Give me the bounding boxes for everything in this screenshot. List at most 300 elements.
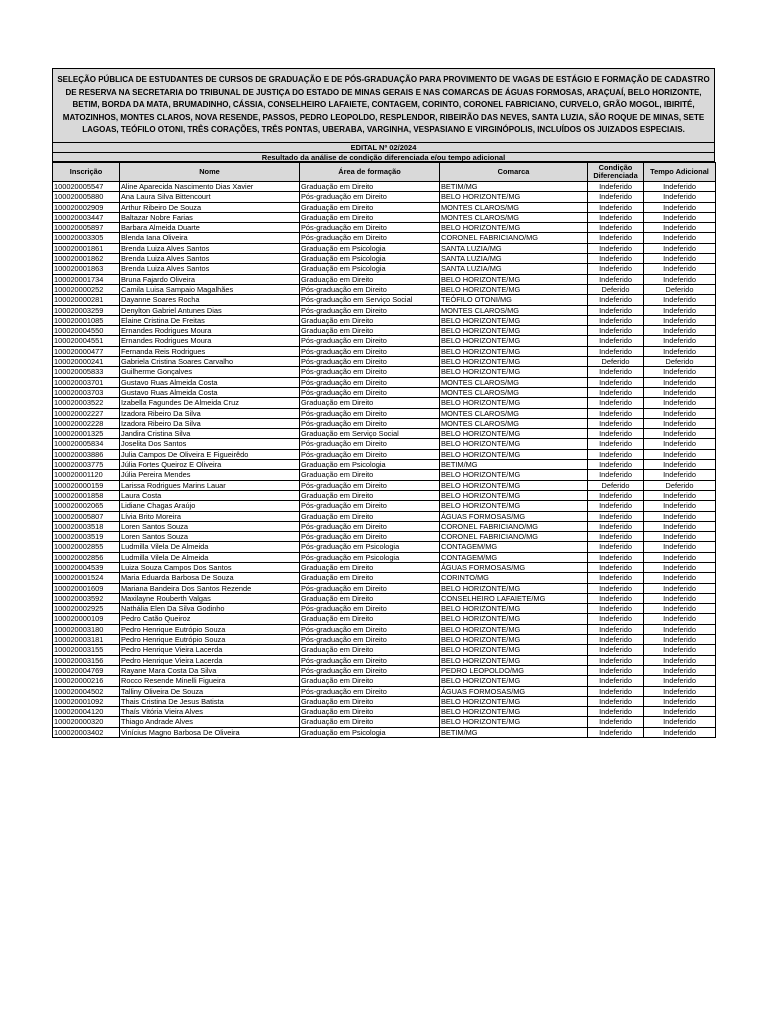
cell-condicao: Indeferido	[588, 377, 644, 387]
cell-inscricao: 100020000109	[53, 614, 120, 624]
cell-nome: Lidiane Chagas Araújo	[120, 501, 300, 511]
cell-area: Graduação em Psicologia	[300, 254, 440, 264]
cell-inscricao: 100020003180	[53, 624, 120, 634]
cell-condicao: Indeferido	[588, 429, 644, 439]
cell-tempo: Indeferido	[644, 511, 716, 521]
cell-inscricao: 100020003155	[53, 645, 120, 655]
cell-tempo: Deferido	[644, 284, 716, 294]
cell-inscricao: 100020002925	[53, 604, 120, 614]
cell-inscricao: 100020003181	[53, 635, 120, 645]
cell-inscricao: 100020000281	[53, 295, 120, 305]
cell-comarca: MONTES CLAROS/MG	[440, 305, 588, 315]
cell-tempo: Indeferido	[644, 635, 716, 645]
cell-comarca: BELO HORIZONTE/MG	[440, 676, 588, 686]
cell-nome: Ana Laura Silva Bittencourt	[120, 192, 300, 202]
cell-condicao: Indeferido	[588, 212, 644, 222]
cell-comarca: BELO HORIZONTE/MG	[440, 645, 588, 655]
cell-comarca: BELO HORIZONTE/MG	[440, 429, 588, 439]
results-table	[52, 162, 716, 738]
cell-comarca: BELO HORIZONTE/MG	[440, 583, 588, 593]
table-row	[53, 254, 716, 264]
table-row	[53, 377, 716, 387]
cell-area: Graduação em Direito	[300, 573, 440, 583]
cell-comarca: MONTES CLAROS/MG	[440, 418, 588, 428]
table-row	[53, 202, 716, 212]
cell-condicao: Indeferido	[588, 398, 644, 408]
cell-area: Pós-graduação em Direito	[300, 501, 440, 511]
cell-comarca: MONTES CLAROS/MG	[440, 202, 588, 212]
cell-area: Pós-graduação em Direito	[300, 223, 440, 233]
cell-condicao: Indeferido	[588, 501, 644, 511]
table-row	[53, 635, 716, 645]
cell-nome: Brenda Luiza Alves Santos	[120, 254, 300, 264]
table-row	[53, 264, 716, 274]
cell-nome: Júlia Fortes Queiroz E Oliveira	[120, 460, 300, 470]
cell-comarca: BELO HORIZONTE/MG	[440, 707, 588, 717]
cell-nome: Baltazar Nobre Farias	[120, 212, 300, 222]
table-row	[53, 326, 716, 336]
cell-area: Graduação em Direito	[300, 645, 440, 655]
cell-tempo: Indeferido	[644, 192, 716, 202]
cell-inscricao: 100020003775	[53, 460, 120, 470]
cell-comarca: BELO HORIZONTE/MG	[440, 614, 588, 624]
cell-inscricao: 100020005897	[53, 223, 120, 233]
table-row	[53, 470, 716, 480]
cell-nome: Lívia Brito Moreira	[120, 511, 300, 521]
cell-area: Graduação em Direito	[300, 212, 440, 222]
cell-tempo: Indeferido	[644, 243, 716, 253]
cell-area: Graduação em Psicologia	[300, 460, 440, 470]
cell-inscricao: 100020001325	[53, 429, 120, 439]
table-row	[53, 439, 716, 449]
cell-condicao: Indeferido	[588, 614, 644, 624]
cell-nome: Ernandes Rodrigues Moura	[120, 326, 300, 336]
cell-comarca: BELO HORIZONTE/MG	[440, 490, 588, 500]
cell-comarca: BETIM/MG	[440, 727, 588, 737]
table-row	[53, 357, 716, 367]
cell-condicao: Indeferido	[588, 552, 644, 562]
cell-area: Pós-graduação em Psicologia	[300, 552, 440, 562]
cell-nome: Gustavo Ruas Almeida Costa	[120, 387, 300, 397]
cell-area: Graduação em Direito	[300, 593, 440, 603]
cell-tempo: Indeferido	[644, 501, 716, 511]
cell-condicao: Indeferido	[588, 593, 644, 603]
table-row	[53, 490, 716, 500]
cell-area: Pós-graduação em Serviço Social	[300, 295, 440, 305]
column-header-condicao: Condição Diferenciada	[588, 163, 644, 182]
cell-comarca: BELO HORIZONTE/MG	[440, 398, 588, 408]
cell-tempo: Indeferido	[644, 676, 716, 686]
cell-inscricao: 100020003447	[53, 212, 120, 222]
cell-condicao: Deferido	[588, 480, 644, 490]
cell-condicao: Deferido	[588, 357, 644, 367]
cell-nome: Loren Santos Souza	[120, 532, 300, 542]
cell-nome: Bruna Fajardo Oliveira	[120, 274, 300, 284]
cell-area: Pós-graduação em Direito	[300, 624, 440, 634]
cell-inscricao: 100020001861	[53, 243, 120, 253]
cell-nome: Rayane Mara Costa Da Silva	[120, 665, 300, 675]
cell-inscricao: 100020000252	[53, 284, 120, 294]
cell-inscricao: 100020001862	[53, 254, 120, 264]
table-row	[53, 182, 716, 192]
table-row	[53, 408, 716, 418]
cell-inscricao: 100020000320	[53, 717, 120, 727]
cell-nome: Talliny Oliveira De Souza	[120, 686, 300, 696]
cell-condicao: Indeferido	[588, 470, 644, 480]
cell-tempo: Indeferido	[644, 346, 716, 356]
cell-area: Graduação em Direito	[300, 490, 440, 500]
cell-condicao: Indeferido	[588, 707, 644, 717]
cell-nome: Thais Cristina De Jesus Batista	[120, 696, 300, 706]
cell-area: Pós-graduação em Direito	[300, 449, 440, 459]
cell-inscricao: 100020005807	[53, 511, 120, 521]
cell-area: Graduação em Direito	[300, 676, 440, 686]
cell-tempo: Indeferido	[644, 212, 716, 222]
cell-inscricao: 100020002227	[53, 408, 120, 418]
cell-comarca: BELO HORIZONTE/MG	[440, 655, 588, 665]
cell-tempo: Indeferido	[644, 655, 716, 665]
table-row	[53, 583, 716, 593]
cell-inscricao: 100020002855	[53, 542, 120, 552]
cell-tempo: Indeferido	[644, 274, 716, 284]
table-row	[53, 460, 716, 470]
cell-comarca: BELO HORIZONTE/MG	[440, 192, 588, 202]
cell-nome: Vinícius Magno Barbosa De Oliveira	[120, 727, 300, 737]
cell-condicao: Indeferido	[588, 243, 644, 253]
cell-tempo: Indeferido	[644, 429, 716, 439]
cell-area: Graduação em Direito	[300, 696, 440, 706]
cell-inscricao: 100020005834	[53, 439, 120, 449]
cell-comarca: CORINTO/MG	[440, 573, 588, 583]
table-row	[53, 645, 716, 655]
cell-comarca: BELO HORIZONTE/MG	[440, 439, 588, 449]
cell-condicao: Indeferido	[588, 274, 644, 284]
cell-condicao: Indeferido	[588, 182, 644, 192]
cell-comarca: BELO HORIZONTE/MG	[440, 326, 588, 336]
cell-tempo: Indeferido	[644, 593, 716, 603]
cell-comarca: BELO HORIZONTE/MG	[440, 717, 588, 727]
edital-number: EDITAL Nº 02/2024	[52, 143, 715, 153]
cell-comarca: BELO HORIZONTE/MG	[440, 470, 588, 480]
cell-area: Graduação em Direito	[300, 182, 440, 192]
cell-tempo: Deferido	[644, 357, 716, 367]
cell-comarca: MONTES CLAROS/MG	[440, 212, 588, 222]
cell-condicao: Indeferido	[588, 604, 644, 614]
cell-condicao: Indeferido	[588, 573, 644, 583]
cell-condicao: Indeferido	[588, 542, 644, 552]
cell-tempo: Indeferido	[644, 460, 716, 470]
cell-tempo: Indeferido	[644, 418, 716, 428]
cell-comarca: BELO HORIZONTE/MG	[440, 274, 588, 284]
table-row	[53, 274, 716, 284]
table-header-row	[53, 163, 716, 182]
cell-tempo: Indeferido	[644, 470, 716, 480]
cell-tempo: Indeferido	[644, 521, 716, 531]
cell-comarca: BELO HORIZONTE/MG	[440, 696, 588, 706]
table-row	[53, 336, 716, 346]
cell-nome: Arthur Ribeiro De Souza	[120, 202, 300, 212]
cell-condicao: Indeferido	[588, 295, 644, 305]
result-subtitle: Resultado da análise de condição diferenciada e/ou tempo adicional	[52, 153, 715, 163]
cell-tempo: Indeferido	[644, 295, 716, 305]
cell-area: Pós-graduação em Direito	[300, 233, 440, 243]
cell-nome: Luiza Souza Campos Dos Santos	[120, 562, 300, 572]
cell-nome: Pedro Henrique Eutrópio Souza	[120, 624, 300, 634]
cell-tempo: Indeferido	[644, 542, 716, 552]
cell-condicao: Indeferido	[588, 635, 644, 645]
cell-condicao: Indeferido	[588, 696, 644, 706]
cell-area: Pós-graduação em Direito	[300, 387, 440, 397]
cell-tempo: Indeferido	[644, 336, 716, 346]
cell-tempo: Indeferido	[644, 614, 716, 624]
cell-nome: Gabriela Cristina Soares Carvalho	[120, 357, 300, 367]
cell-comarca: BELO HORIZONTE/MG	[440, 336, 588, 346]
cell-nome: Aline Aparecida Nascimento Dias Xavier	[120, 182, 300, 192]
cell-tempo: Indeferido	[644, 398, 716, 408]
cell-condicao: Indeferido	[588, 562, 644, 572]
cell-tempo: Indeferido	[644, 377, 716, 387]
cell-inscricao: 100020000159	[53, 480, 120, 490]
cell-area: Pós-graduação em Direito	[300, 408, 440, 418]
cell-inscricao: 100020003701	[53, 377, 120, 387]
cell-area: Pós-graduação em Direito	[300, 521, 440, 531]
cell-tempo: Indeferido	[644, 696, 716, 706]
cell-nome: Pedro Catão Queiroz	[120, 614, 300, 624]
cell-nome: Júlia Pereira Mendes	[120, 470, 300, 480]
cell-nome: Thiago Andrade Alves	[120, 717, 300, 727]
cell-comarca: BELO HORIZONTE/MG	[440, 635, 588, 645]
table-row	[53, 233, 716, 243]
cell-nome: Guilherme Gonçalves	[120, 367, 300, 377]
cell-area: Graduação em Direito	[300, 511, 440, 521]
cell-tempo: Indeferido	[644, 686, 716, 696]
cell-comarca: BELO HORIZONTE/MG	[440, 284, 588, 294]
cell-comarca: SANTA LUZIA/MG	[440, 243, 588, 253]
cell-comarca: BETIM/MG	[440, 460, 588, 470]
cell-area: Pós-graduação em Direito	[300, 346, 440, 356]
column-header-inscricao: Inscrição	[53, 163, 120, 182]
cell-condicao: Indeferido	[588, 624, 644, 634]
cell-inscricao: 100020005833	[53, 367, 120, 377]
cell-area: Pós-graduação em Direito	[300, 439, 440, 449]
cell-area: Graduação em Direito	[300, 717, 440, 727]
cell-condicao: Indeferido	[588, 202, 644, 212]
table-row	[53, 552, 716, 562]
table-row	[53, 707, 716, 717]
table-body	[53, 182, 716, 738]
table-row	[53, 593, 716, 603]
cell-area: Pós-graduação em Direito	[300, 377, 440, 387]
cell-condicao: Indeferido	[588, 717, 644, 727]
cell-comarca: BETIM/MG	[440, 182, 588, 192]
table-row	[53, 624, 716, 634]
table-row	[53, 501, 716, 511]
cell-nome: Izabella Fagundes De Almeida Cruz	[120, 398, 300, 408]
cell-comarca: CONSELHEIRO LAFAIETE/MG	[440, 593, 588, 603]
cell-nome: Larissa Rodrigues Marins Lauar	[120, 480, 300, 490]
cell-inscricao: 100020003592	[53, 593, 120, 603]
cell-comarca: SANTA LUZIA/MG	[440, 264, 588, 274]
cell-area: Pós-graduação em Direito	[300, 635, 440, 645]
cell-comarca: BELO HORIZONTE/MG	[440, 624, 588, 634]
cell-inscricao: 100020003886	[53, 449, 120, 459]
table-row	[53, 655, 716, 665]
cell-tempo: Indeferido	[644, 573, 716, 583]
cell-comarca: CONTAGEM/MG	[440, 542, 588, 552]
cell-nome: Blenda Iana Oliveira	[120, 233, 300, 243]
cell-area: Pós-graduação em Direito	[300, 665, 440, 675]
cell-area: Graduação em Direito	[300, 398, 440, 408]
cell-nome: Mariana Bandeira Dos Santos Rezende	[120, 583, 300, 593]
cell-condicao: Indeferido	[588, 192, 644, 202]
cell-nome: Ludmilla Vilela De Almeida	[120, 552, 300, 562]
cell-tempo: Indeferido	[644, 387, 716, 397]
cell-condicao: Indeferido	[588, 521, 644, 531]
cell-inscricao: 100020003156	[53, 655, 120, 665]
cell-tempo: Indeferido	[644, 645, 716, 655]
cell-comarca: BELO HORIZONTE/MG	[440, 604, 588, 614]
cell-inscricao: 100020002856	[53, 552, 120, 562]
cell-inscricao: 100020004539	[53, 562, 120, 572]
cell-comarca: PEDRO LEOPOLDO/MG	[440, 665, 588, 675]
cell-area: Graduação em Direito	[300, 326, 440, 336]
cell-tempo: Indeferido	[644, 367, 716, 377]
cell-comarca: MONTES CLAROS/MG	[440, 377, 588, 387]
cell-area: Graduação em Direito	[300, 202, 440, 212]
table-row	[53, 727, 716, 737]
table-row	[53, 521, 716, 531]
cell-nome: Maria Eduarda Barbosa De Souza	[120, 573, 300, 583]
cell-tempo: Deferido	[644, 480, 716, 490]
cell-inscricao: 100020001092	[53, 696, 120, 706]
cell-nome: Pedro Henrique Eutrópio Souza	[120, 635, 300, 645]
table-row	[53, 418, 716, 428]
cell-nome: Elaine Cristina De Freitas	[120, 315, 300, 325]
cell-nome: Pedro Henrique Vieira Lacerda	[120, 655, 300, 665]
cell-inscricao: 100020003519	[53, 532, 120, 542]
cell-tempo: Indeferido	[644, 532, 716, 542]
cell-tempo: Indeferido	[644, 439, 716, 449]
cell-tempo: Indeferido	[644, 223, 716, 233]
table-row	[53, 449, 716, 459]
cell-condicao: Indeferido	[588, 408, 644, 418]
cell-nome: Dayanne Soares Rocha	[120, 295, 300, 305]
cell-condicao: Indeferido	[588, 676, 644, 686]
table-row	[53, 676, 716, 686]
cell-condicao: Indeferido	[588, 532, 644, 542]
cell-inscricao: 100020003518	[53, 521, 120, 531]
cell-comarca: BELO HORIZONTE/MG	[440, 501, 588, 511]
cell-comarca: CORONEL FABRICIANO/MG	[440, 521, 588, 531]
cell-inscricao: 100020001863	[53, 264, 120, 274]
cell-condicao: Indeferido	[588, 686, 644, 696]
cell-inscricao: 100020002228	[53, 418, 120, 428]
cell-area: Graduação em Psicologia	[300, 243, 440, 253]
cell-comarca: MONTES CLAROS/MG	[440, 408, 588, 418]
document-title: SELEÇÃO PÚBLICA DE ESTUDANTES DE CURSOS DE GRADUAÇÃO E DE PÓS-GRADUAÇÃO PARA PROVIMENTO DE VAGAS DE ESTÁGIO E FORMAÇÃO DE CADASTRO DE RESERVA NA SECRETARIA DO TRIBUNAL DE JUSTIÇA DO ESTADO DE MINAS GERAIS E NAS COMARCAS DE ÁGUAS FORMOSAS, ARAÇUAÍ, BELO HORIZONTE, BETIM, BORDA DA MATA, BRUMADINHO, CÁSSIA, CONSELHEIRO LAFAIETE, CONTAGEM, CORINTO, CORONEL FABRICIANO, CURVELO, GRÃO MOGOL, IBIRITÉ, MATOZINHOS, MONTES CLAROS, NOVA RESENDE, PASSOS, PEDRO LEOPOLDO, RESPLENDOR, RIBEIRÃO DAS NEVES, SANTA LUZIA, SÃO ROQUE DE MINAS, SETE LAGOAS, TEÓFILO OTONI, TRÊS CORAÇÕES, TRÊS PONTAS, UBERABA, VARGINHA, VESPASIANO E VIRGINÓPOLIS, INCLUÍDOS OS JUIZADOS ESPECIAIS.	[57, 75, 710, 135]
table-row	[53, 696, 716, 706]
cell-comarca: BELO HORIZONTE/MG	[440, 367, 588, 377]
table-row	[53, 511, 716, 521]
cell-area: Pós-graduação em Direito	[300, 357, 440, 367]
cell-comarca: BELO HORIZONTE/MG	[440, 346, 588, 356]
cell-inscricao: 100020005547	[53, 182, 120, 192]
table-row	[53, 717, 716, 727]
cell-area: Graduação em Direito	[300, 315, 440, 325]
cell-condicao: Indeferido	[588, 490, 644, 500]
cell-nome: Brenda Luiza Alves Santos	[120, 243, 300, 253]
cell-tempo: Indeferido	[644, 264, 716, 274]
cell-nome: Camila Luisa Sampaio Magalhães	[120, 284, 300, 294]
cell-inscricao: 100020001085	[53, 315, 120, 325]
cell-tempo: Indeferido	[644, 727, 716, 737]
cell-tempo: Indeferido	[644, 665, 716, 675]
table-row	[53, 212, 716, 222]
cell-condicao: Indeferido	[588, 326, 644, 336]
cell-inscricao: 100020001120	[53, 470, 120, 480]
cell-comarca: CORONEL FABRICIANO/MG	[440, 233, 588, 243]
document-title-box	[52, 68, 715, 143]
cell-condicao: Indeferido	[588, 387, 644, 397]
column-header-comarca: Comarca	[440, 163, 588, 182]
cell-area: Pós-graduação em Direito	[300, 418, 440, 428]
cell-nome: Gustavo Ruas Almeida Costa	[120, 377, 300, 387]
cell-condicao: Indeferido	[588, 367, 644, 377]
table-row	[53, 614, 716, 624]
cell-nome: Nathália Elen Da Silva Godinho	[120, 604, 300, 614]
cell-tempo: Indeferido	[644, 305, 716, 315]
cell-tempo: Indeferido	[644, 182, 716, 192]
cell-area: Pós-graduação em Direito	[300, 305, 440, 315]
table-row	[53, 532, 716, 542]
cell-condicao: Indeferido	[588, 439, 644, 449]
cell-area: Pós-graduação em Direito	[300, 686, 440, 696]
cell-tempo: Indeferido	[644, 624, 716, 634]
cell-nome: Izadora Ribeiro Da Silva	[120, 418, 300, 428]
cell-tempo: Indeferido	[644, 707, 716, 717]
cell-condicao: Deferido	[588, 284, 644, 294]
cell-area: Pós-graduação em Direito	[300, 583, 440, 593]
cell-area: Graduação em Psicologia	[300, 727, 440, 737]
cell-comarca: ÁGUAS FORMOSAS/MG	[440, 511, 588, 521]
table-row	[53, 223, 716, 233]
cell-condicao: Indeferido	[588, 645, 644, 655]
cell-condicao: Indeferido	[588, 315, 644, 325]
cell-comarca: BELO HORIZONTE/MG	[440, 357, 588, 367]
cell-comarca: MONTES CLAROS/MG	[440, 387, 588, 397]
cell-tempo: Indeferido	[644, 562, 716, 572]
cell-condicao: Indeferido	[588, 305, 644, 315]
cell-area: Graduação em Psicologia	[300, 264, 440, 274]
cell-condicao: Indeferido	[588, 264, 644, 274]
table-row	[53, 429, 716, 439]
column-header-nome: Nome	[120, 163, 300, 182]
cell-nome: Rocco Resende Minelli Figueira	[120, 676, 300, 686]
cell-inscricao: 100020003703	[53, 387, 120, 397]
cell-nome: Ernandes Rodrigues Moura	[120, 336, 300, 346]
cell-inscricao: 100020004769	[53, 665, 120, 675]
cell-nome: Denylton Gabriel Antunes Dias	[120, 305, 300, 315]
cell-condicao: Indeferido	[588, 727, 644, 737]
table-row	[53, 604, 716, 614]
cell-area: Pós-graduação em Direito	[300, 367, 440, 377]
column-header-tempo: Tempo Adicional	[644, 163, 716, 182]
cell-comarca: ÁGUAS FORMOSAS/MG	[440, 562, 588, 572]
cell-comarca: ÁGUAS FORMOSAS/MG	[440, 686, 588, 696]
cell-inscricao: 100020002909	[53, 202, 120, 212]
cell-area: Graduação em Direito	[300, 274, 440, 284]
column-header-area: Área de formação	[300, 163, 440, 182]
